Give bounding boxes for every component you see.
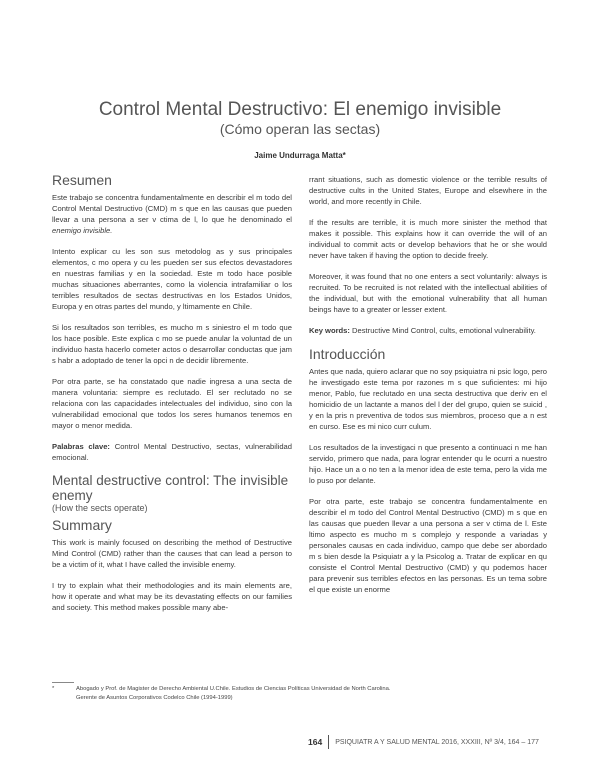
resumen-paragraph-3: Si los resultados son terribles, es mucho m s siniestro el m todo que los hace posible. Este explica c mo se puede anular la voluntad de un individuo hasta hacerlo cometer actos o desarrollar conductas que jam s habr a adoptado de tener la opci n de decidir libremente. (52, 323, 292, 365)
resumen-paragraph-1 (52, 192, 292, 236)
summary-paragraph-5: Moreover, it was found that no one enters a sect voluntarily: always is recruited. To be recruited is not related with the intellectual abilities of the individual, but with the emotional vulnerability that all human beings have to a greater or lesser extent. (309, 272, 547, 314)
resumen-heading: Resumen (52, 172, 112, 188)
footnote-line-2: Gerente de Asuntos Corporativos Codelco Chile (1994-1999) (76, 695, 233, 701)
summary-paragraph-3: rrant situations, such as domestic violence or the terrible results of destructive cults in the United States, Europe and elsewhere in the world, and more recently in Chile. (309, 175, 547, 206)
resumen-p1-text: Este trabajo se concentra fundamentalmente en describir el m todo del Control Mental Destructivo (CMD) m s que en las causas que pueden llevar a una persona a ser v ctima de l, lo que he denominado el (52, 193, 292, 224)
intro-paragraph-2: Los resultados de la investigaci n que presento a continuaci n me han servido, primero que nada, para lograr entender qu le ocurri a nuestro hijo. Hace un a o no ten a la menor idea de este tema, pero la vida me lo puso por delante. (309, 443, 547, 485)
intro-paragraph-1: Antes que nada, quiero aclarar que no soy psiquiatra ni psic logo, pero he investigado este tema por razones m s que suficientes: mi hijo menor, Pablo, fue reclutado en una secta destructiva que deriv en el homicidio de un lactante a manos del l der del grupo, quien se suicid , y en la pris n preventiva de todos sus miembros, proceso que a n est en curso. Ese es mi nico curr culum. (309, 367, 547, 431)
journal-citation: PSIQUIATR A Y SALUD MENTAL 2016, XXXIII, Nº 3/4, 164 – 177 (335, 738, 539, 746)
summary-heading: Summary (52, 517, 112, 533)
introduccion-heading: Introducción (309, 346, 386, 362)
resumen-paragraph-4: Por otra parte, se ha constatado que nadie ingresa a una secta de manera voluntaria: siempre es reclutado. El ser reclutado no se relaciona con las capacidades intelectuales del individuo, sino con la vulnerabilidad emocional que todos los seres humanos tenemos en mayor o menor medida. (52, 377, 292, 430)
left-column (52, 170, 292, 623)
palabras-clave-text: Control Mental Destructivo, sectas, vulnerabilidad emocional. (52, 442, 292, 462)
resumen-p1-emphasis: enemigo invisible. (52, 226, 113, 235)
page-subtitle: (Cómo operan las sectas) (219, 121, 381, 137)
footnote-rule (52, 682, 74, 683)
page-number: 164 (308, 737, 323, 747)
palabras-clave (52, 441, 292, 463)
summary-paragraph-4: If the results are terrible, it is much more sinister the method that makes it possible. This explains how it can override the will of an individual to commit acts or develop behaviors that he or she would never have taken if having the option to decide freely. (309, 218, 547, 260)
summary-paragraph-1: This work is mainly focused on describing the method of Destructive Mind Control (CMD) rather than the causes that can lead a person to be a victim of it, what I have called the invisible enemy. (52, 538, 292, 569)
page-footer (308, 736, 539, 748)
page-title: Control Mental Destructivo: El enemigo invisible (98, 99, 502, 120)
key-words (309, 325, 547, 336)
summary-paragraph-2: I try to explain what their methodologies and its main elements are, how it operate and what may be its devastating effects on our families and society. This method makes possible many abe- (52, 581, 292, 612)
intro-paragraph-3: Por otra parte, este trabajo se concentra fundamentalmente en describir el m todo del Control Mental Destructivo (CMD) m s que en las causas que pueden llevar a una persona a ser v ctima de l. Este ltimo aspecto es mucho m s complejo y responde a variadas y personales causas en cada individuo, campo que debe ser abordado m s bien desde la Psiquiatr a y la Psicolog a. Tratar de explicar en qu consiste el Control Mental Destructivo (CMD) y qu podemos hacer para prevenir sus terribles efectos en las personas. Es un tema sobre el que existe un enorme (309, 497, 547, 594)
footnote-line-1 (52, 685, 552, 694)
palabras-clave-label: Palabras clave: (52, 442, 110, 451)
author: Jaime Undurraga Matta* (254, 151, 346, 160)
english-title: Mental destructive control: The invisible enemy (52, 473, 289, 503)
footnote (52, 685, 552, 703)
right-column (309, 174, 547, 605)
english-subtitle: (How the sects operate) (52, 503, 148, 513)
footnote-marker: * (52, 686, 55, 692)
key-words-label: Key words: (309, 326, 350, 335)
footnote-text-1: Abogado y Prof. de Magister de Derecho Ambiental U.Chile. Estudios de Ciencias Políticas Universidad de North Carolina. (76, 686, 391, 692)
resumen-paragraph-2: Intento explicar cu les son sus metodolog as y sus principales elementos, c mo opera y cu les pueden ser sus efectos devastadores en nuestras familias y en la sociedad. Este m todo hace posible muchas situaciones aberrantes, como la violencia intrafamiliar o los terribles resultados de sectas destructivas en los Estados Unidos, Europa y en otras partes del mundo, y ltimamente en Chile. (52, 247, 292, 311)
footer-divider (328, 735, 329, 749)
key-words-text: Destructive Mind Control, cults, emotional vulnerability. (349, 326, 536, 335)
